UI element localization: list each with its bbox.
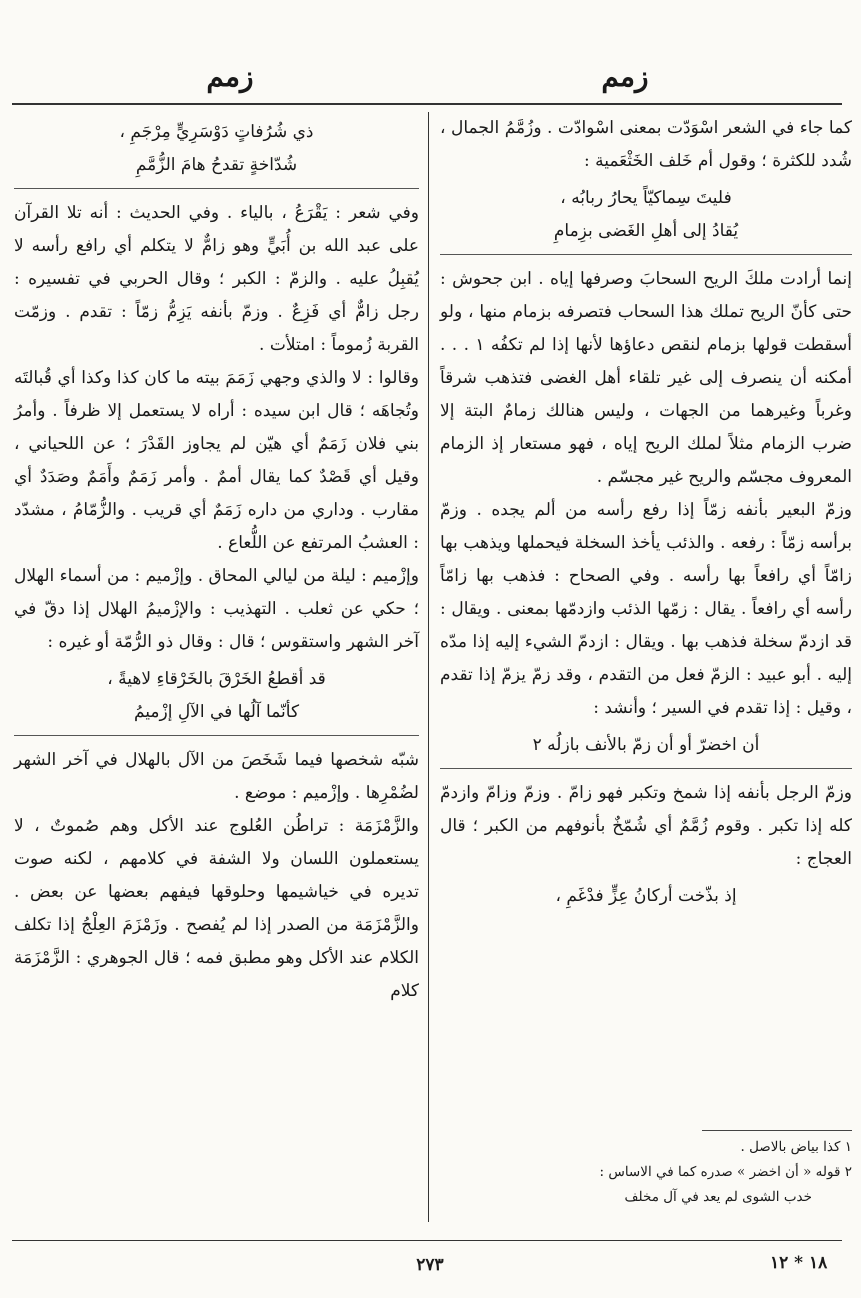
- verse-block: [440, 880, 852, 913]
- verse-line: يُقادُ إلى أهلِ الغَضى بزِمامِ: [553, 221, 739, 241]
- verse-line: قد أقطعُ الخَرْقَ بالخَرْقاءِ لاهيةً ،: [107, 669, 326, 689]
- footnote-1: ١ كذا بياض بالاصل .: [740, 1139, 852, 1155]
- section-separator: [14, 188, 419, 189]
- bottom-rule: [12, 1240, 842, 1241]
- verse-block: [440, 729, 852, 762]
- footnote-2-verse: خدب الشوى لم يعد في آل مخلف: [624, 1189, 812, 1205]
- verse-line: كأنّما آلُها في الآلِ إزْميمُ: [133, 702, 300, 722]
- verse-line: إذ بذّخت أركانُ عِزٍّ فدْغَمِ ،: [555, 886, 737, 906]
- paragraph: وقالوا : لا والذي وجهي زَمَمَ بيته ما كان كذا وكذا أي قُبالتَه وتُجاهَه ؛ قال ابن سيده : أراه لا يستعمل إلا ظرفاً . وأمرُ بني فلان زَمَمٌ أي هيّن لم يجاوز القَدْرَ ؛ عن اللحياني ، وقيل أي قَصْدٌ كما يقال أممٌ . وأمر زَمَمٌ وأَمَمٌ وصَدَدٌ أي مقارب . وداري من داره زَمَمٌ أي قريب . والزُّمّامُ ، مشدّد : العشبُ المرتفع عن اللُّعاع .: [14, 368, 419, 553]
- paragraph: وفي شعر : يَقْرَعُ ، بالياء . وفي الحديث : أنه تلا القرآن على عبد الله بن أُبَيٍّ وهو زامٌّ لا يتكلم أي رافع رأسه لا يُقبِلُ عليه . والزمّ : الكبر ؛ وقال الحربي في تفسيره : رجل زامٌّ أي فَزِعٌ . وزمّ بأنفه يَزِمُّ زمّاً : تقدم . وزمّت القربة زُموماً : امتلأت .: [14, 203, 419, 355]
- paragraph: وزمّ البعير بأنفه زمّاً إذا رفع رأسه من ألم يجده . وزمّ برأسه زمّاً : رفعه . والذئب يأخذ السخلة فيحملها ويذهب بها زامّاً أي رافعاً بها رأسه . وفي الصحاح : فذهب بها زامّاً رأسه أي رافعاً . يقال : زمّها الذئب وازدمّها بمعنى . ويقال : قد ازدمّ سخلة فذهب بها . ويقال : ازدمّ الشيء إليه إذا مدّه إليه . أبو عبيد : الزمّ فعل من التقدم ، وقد زمّ يزمّ إذا تقدم ، وقيل : إذا تقدم في السير ؛ وأنشد :: [440, 500, 852, 718]
- section-separator: [440, 768, 852, 769]
- paragraph: إنما أرادت ملكَ الريح السحابَ وصرفها إياه . ابن جحوش : حتى كأنّ الريح تملك هذا السحاب فتصرفه بزمام منها ، ولو أسقطت قولها بزمام لنقص دعاؤها لأنها إذا لم تكفُه ١ . . . أمكنه أن ينصرف إلى غير تلقاء أهل الغضى فتذهب شرقاً وغرباً وغيرهما من الجهات ، وليس هنالك زمامٌ البتة إلا ضرب الزمام مثلاً لملك الريح إياه ، فهو مستعار إذ الزمام المعروف مجسّم والريح غير مجسّم .: [440, 269, 852, 487]
- printer-signature: ١٨ * ١٢: [770, 1253, 828, 1273]
- footnote-2: ٢ قوله « أن اخضر » صدره كما في الاساس :: [599, 1164, 852, 1180]
- verse-block: [14, 116, 419, 182]
- paragraph: شبّه شخصها فيما شَخَصَ من الآل بالهلال في آخر الشهر لضُمْرِها . وإزْميم : موضع .: [14, 750, 419, 803]
- footnote-rule: [702, 1130, 852, 1131]
- section-separator: [440, 254, 852, 255]
- page-number: ٢٧٣: [416, 1255, 444, 1275]
- column-divider: [428, 112, 429, 1222]
- section-separator: [14, 735, 419, 736]
- verse-line: أن اخضرّ أو أن زمّ بالأنف بازلُه ٢: [532, 735, 760, 755]
- header-headword-right: زمم: [601, 60, 649, 93]
- paragraph: وإزْميم : ليلة من ليالي المحاق . وإزْميم : من أسماء الهلال ؛ حكي عن ثعلب . التهذيب : والإزْميمُ الهلال إذا دقّ في آخر الشهر واستقوس ؛ قال : وقال ذو الرُّمّة أو غيره :: [14, 566, 419, 652]
- top-rule: [12, 103, 842, 105]
- left-column: [14, 112, 419, 1008]
- paragraph: وزمّ الرجل بأنفه إذا شمخ وتكبر فهو زامّ . وزمّ وزامّ وازدمّ كله إذا تكبر . وقوم زُمَّمٌ أي شُمّخٌ بأنوفهم من الكبر ؛ قال العجاج :: [440, 783, 852, 869]
- header-headword-left: زمم: [206, 60, 254, 93]
- verse-block: [14, 663, 419, 729]
- verse-line: فليتَ سِماكيّاً يحارُ ربابُه ،: [560, 188, 732, 208]
- verse-line: شُدّاخةٍ تقدحُ هامَ الزُّمَّمِ: [135, 155, 298, 175]
- right-column: [440, 112, 852, 917]
- paragraph: والزَّمْزَمَة : تراطُن العُلوج عند الأكل وهم صُموتٌ ، لا يستعملون اللسان ولا الشفة في كلامهم ، لكنه صوت تديره في خياشيمها وحلوقها فيفهم بعضها عن بعض . والزَّمْزَمَة من الصدر إذا لم يُفصح . وزَمْزَمَ العِلْجُ إذا تكلف الكلام عند الأكل وهو مطبق فمه ؛ قال الجوهري : الزَّمْزَمَة كلام: [14, 816, 419, 1001]
- footnotes: [440, 1130, 852, 1210]
- verse-line: ذي شُرُفاتٍ دَوْسَرِيٍّ مِرْجَمِ ،: [119, 122, 314, 142]
- paragraph: كما جاء في الشعر اسْوَدّت بمعنى اسْوادّت . وزُمَّمُ الجمال ، شُدد للكثرة ؛ وقول أم خَلف الخَثْعَمية :: [440, 118, 852, 171]
- verse-block: [440, 182, 852, 248]
